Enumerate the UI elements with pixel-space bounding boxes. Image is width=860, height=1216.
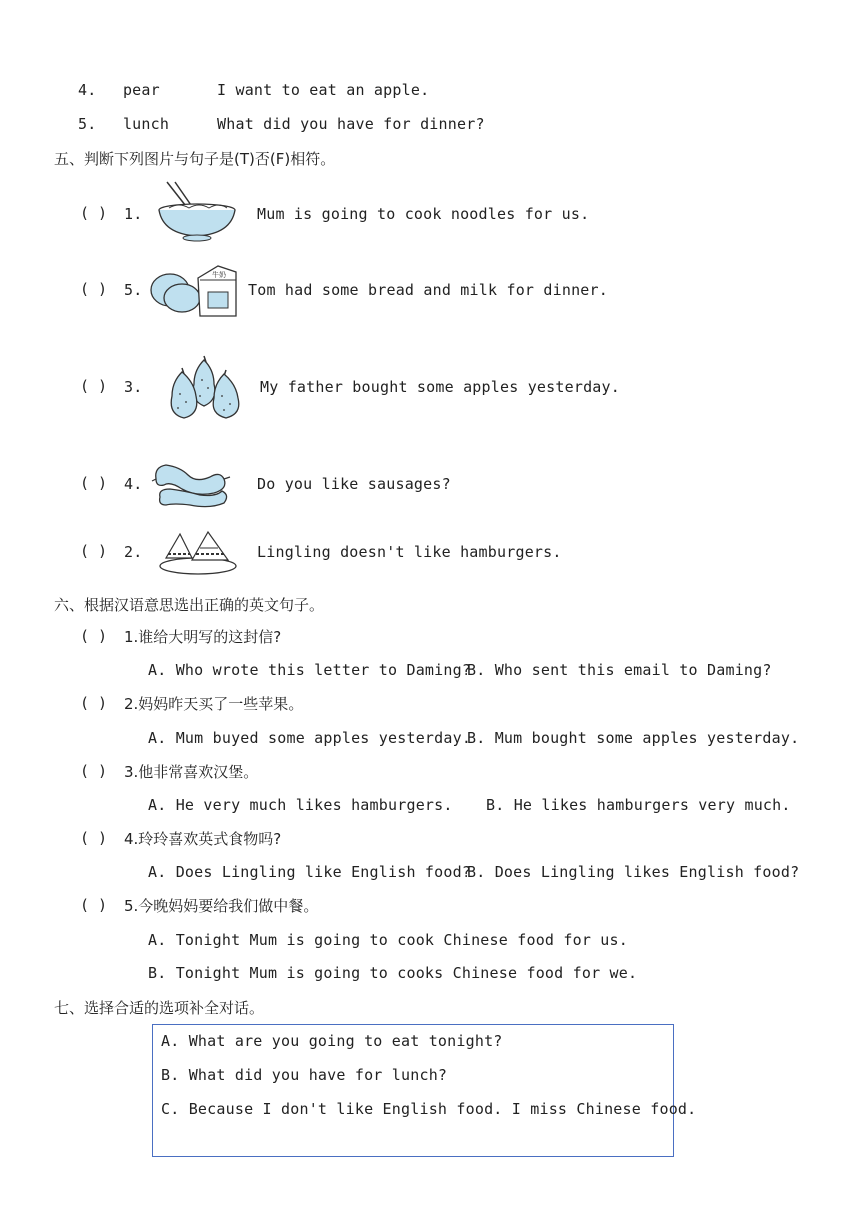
- option-a: A. He very much likes hamburgers.: [148, 796, 453, 814]
- section6-title: 六、根据汉语意思选出正确的英文句子。: [54, 596, 325, 614]
- noodles-bowl-icon: [155, 180, 239, 244]
- answer-blank[interactable]: ( ): [80, 542, 108, 560]
- answer-blank[interactable]: ( ): [80, 762, 108, 780]
- match-word: pear: [122, 81, 160, 99]
- answer-blank[interactable]: ( ): [80, 377, 108, 395]
- dialog-option-c: C. Because I don't like English food. I miss Chinese food.: [161, 1100, 697, 1118]
- bread-milk-icon: [148, 258, 242, 320]
- item-sentence: My father bought some apples yesterday.: [260, 378, 620, 396]
- item-sentence: Lingling doesn't like hamburgers.: [257, 543, 562, 561]
- match-sentence-4: I want to eat an apple.: [217, 81, 430, 99]
- dialog-option-b: B. What did you have for lunch?: [161, 1066, 448, 1084]
- option-a: A. Mum buyed some apples yesterday.: [148, 729, 472, 747]
- match-num: 4.: [78, 81, 97, 99]
- item-sentence: Do you like sausages?: [257, 475, 451, 493]
- section7-title: 七、选择合适的选项补全对话。: [54, 999, 265, 1017]
- svg-text:牛奶: 牛奶: [212, 271, 226, 279]
- answer-blank[interactable]: ( ): [80, 627, 108, 645]
- answer-blank[interactable]: ( ): [80, 896, 108, 914]
- match-sentence-5: What did you have for dinner?: [217, 115, 485, 133]
- option-b: B. He likes hamburgers very much.: [486, 796, 791, 814]
- answer-blank[interactable]: ( ): [80, 474, 108, 492]
- question-prompt: 3.他非常喜欢汉堡。: [124, 763, 259, 781]
- sausages-icon: [150, 455, 232, 511]
- answer-blank[interactable]: ( ): [80, 694, 108, 712]
- option-b: B. Who sent this email to Daming?: [467, 661, 772, 679]
- hamburger-icon: [156, 522, 238, 578]
- option-a: A. Who wrote this letter to Daming?: [148, 661, 472, 679]
- item-number: 1.: [124, 205, 143, 223]
- question-prompt: 4.玲玲喜欢英式食物吗?: [124, 830, 282, 848]
- question-prompt: 2.妈妈昨天买了一些苹果。: [124, 695, 304, 713]
- option-b: B. Tonight Mum is going to cooks Chinese food for we.: [148, 964, 638, 982]
- question-prompt: 1.谁给大明写的这封信?: [124, 628, 282, 646]
- option-a: A. Does Lingling like English food?: [148, 863, 472, 881]
- answer-blank[interactable]: ( ): [80, 829, 108, 847]
- answer-blank[interactable]: ( ): [80, 204, 108, 222]
- question-prompt: 5.今晚妈妈要给我们做中餐。: [124, 897, 319, 915]
- match-num: 5.: [78, 115, 97, 133]
- match-word: lunch: [122, 115, 170, 133]
- item-number: 3.: [124, 378, 143, 396]
- dialog-option-a: A. What are you going to eat tonight?: [161, 1032, 503, 1050]
- match-row-4: [78, 80, 160, 100]
- item-number: 5.: [124, 281, 143, 299]
- item-number: 4.: [124, 475, 143, 493]
- answer-blank[interactable]: ( ): [80, 280, 108, 298]
- item-sentence: Mum is going to cook noodles for us.: [257, 205, 590, 223]
- match-row-5: [78, 114, 169, 134]
- item-number: 2.: [124, 543, 143, 561]
- item-sentence: Tom had some bread and milk for dinner.: [248, 281, 608, 299]
- option-a: A. Tonight Mum is going to cook Chinese food for us.: [148, 931, 628, 949]
- pears-icon: [164, 350, 246, 422]
- option-b: B. Does Lingling likes English food?: [467, 863, 800, 881]
- option-b: B. Mum bought some apples yesterday.: [467, 729, 800, 747]
- options-box: [152, 1024, 697, 1157]
- section5-title: 五、判断下列图片与句子是(T)否(F)相符。: [54, 150, 336, 168]
